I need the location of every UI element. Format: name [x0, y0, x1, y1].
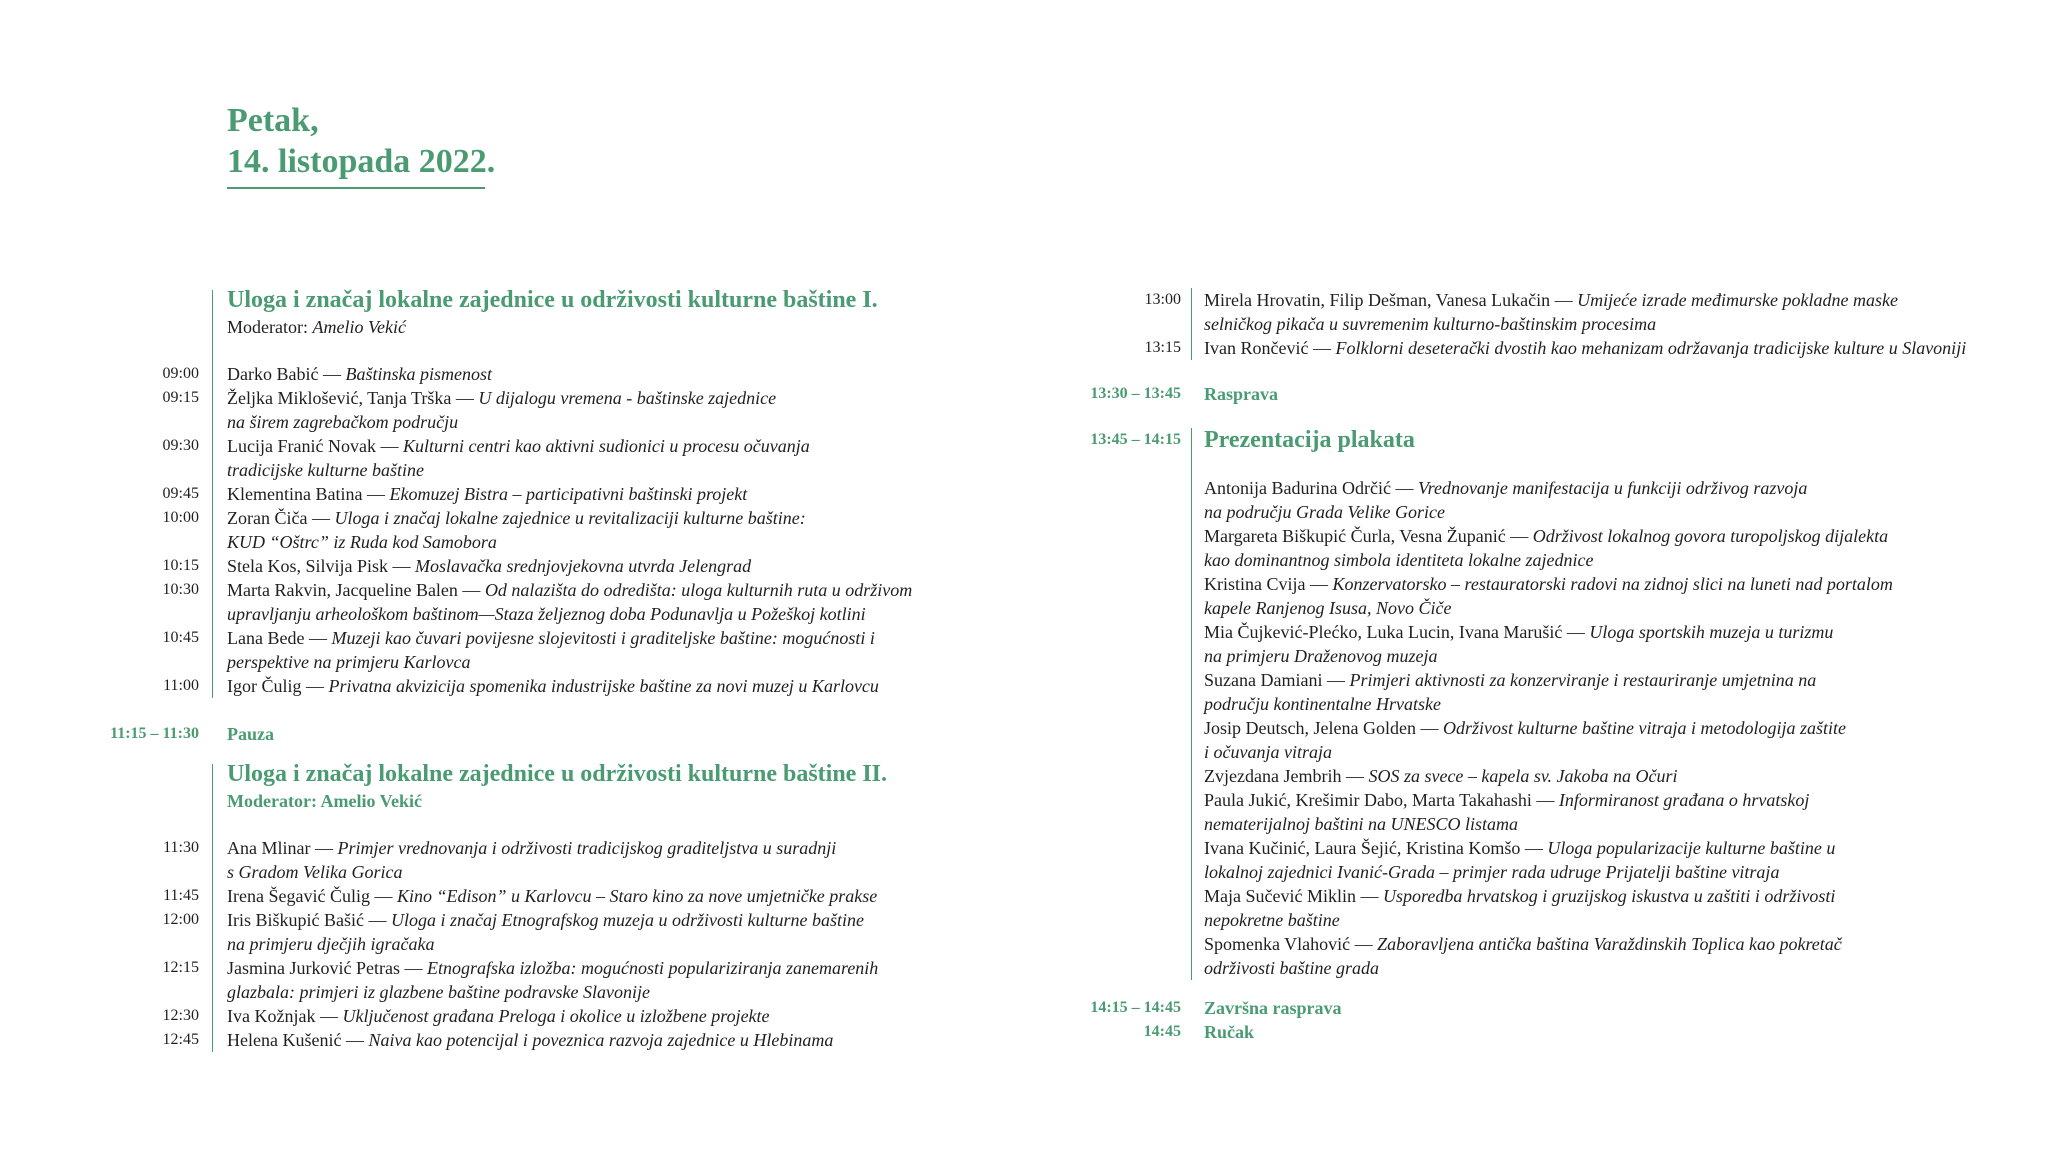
break-time: 11:15 – 11:30 — [110, 725, 199, 742]
item-authors: Stela Kos, Silvija Pisk — — [227, 556, 416, 576]
program-item — [1204, 336, 1966, 360]
item-title: SOS za svece – kapela sv. Jakoba na Očuri — [1368, 766, 1678, 786]
time-slot: 13:15 — [1144, 339, 1181, 356]
moderator-label: Moderator: — [227, 791, 321, 811]
item-title: Uloga sportskih muzeja u turizmu — [1589, 622, 1834, 642]
item-title: Naiva kao potencijal i poveznica razvoja zajednice u Hlebinama — [368, 1030, 834, 1050]
item-title: Uloga i značaj lokalne zajednice u revitalizaciji kulturne baštine: — [334, 508, 806, 528]
item-title: Uključenost građana Preloga i okolice u izložbene projekte — [342, 1006, 770, 1026]
program-item — [227, 482, 747, 506]
item-authors: Darko Babić — — [227, 364, 346, 384]
item-title: Primjeri aktivnosti za konzerviranje i restauriranje umjetnina na — [1349, 670, 1817, 690]
item-authors: Mirela Hrovatin, Filip Dešman, Vanesa Lukačin — — [1204, 290, 1578, 310]
program-item — [227, 626, 875, 650]
program-item — [1204, 620, 1833, 644]
session-rule — [212, 290, 213, 698]
time-slot: 09:30 — [162, 437, 199, 454]
item-authors: Helena Kušenić — — [227, 1030, 369, 1050]
program-item — [1204, 956, 1379, 980]
item-title: nematerijalnoj baštini na UNESCO listama — [1204, 814, 1519, 834]
item-title: Zaboravljena antička baština Varaždinskih Toplica kao pokretač — [1377, 934, 1842, 954]
item-title: Uloga popularizacije kulturne baštine u — [1547, 838, 1836, 858]
program-item — [227, 410, 458, 434]
time-slot: 11:45 — [163, 887, 199, 904]
program-item — [227, 956, 878, 980]
program-item — [1204, 836, 1835, 860]
title-underline — [227, 187, 485, 189]
time-slot: 10:15 — [162, 557, 199, 574]
time-slot: 10:30 — [162, 581, 199, 598]
program-item — [1204, 312, 1656, 336]
item-authors: Ana Mlinar — — [227, 838, 338, 858]
page-title — [227, 100, 495, 182]
program-item — [227, 386, 776, 410]
program-item — [1204, 884, 1835, 908]
item-title: KUD “Oštrc” iz Ruda kod Samobora — [227, 532, 497, 552]
program-item — [227, 980, 650, 1004]
program-item — [1204, 572, 1893, 596]
item-title: lokalnoj zajednici Ivanić-Grada – primjer rada udruge Prijatelji baštine vitraja — [1204, 862, 1780, 882]
time-slot: 12:30 — [162, 1007, 199, 1024]
item-authors: Mia Čujkević-Plećko, Luka Lucin, Ivana Marušić — — [1204, 622, 1590, 642]
item-title: Privatna akvizicija spomenika industrijske baštine za novi muzej u Karlovcu — [328, 676, 879, 696]
program-item — [227, 554, 751, 578]
item-authors: Paula Jukić, Krešimir Dabo, Marta Takahashi — — [1204, 790, 1559, 810]
item-authors: Marta Rakvin, Jacqueline Balen — — [227, 580, 485, 600]
item-title: Usporedba hrvatskog i gruzijskog iskustva u zaštiti i održivosti — [1382, 886, 1836, 906]
program-item — [227, 650, 470, 674]
item-title: Muzeji kao čuvari povijesne slojevitosti i graditeljske baštine: mogućnosti i — [331, 628, 875, 648]
program-item — [227, 908, 864, 932]
final-discussion-time: 14:15 – 14:45 — [1090, 999, 1181, 1016]
item-title: Kulturni centri kao aktivni sudionici u procesu očuvanja — [402, 436, 810, 456]
moderator — [227, 316, 406, 338]
item-authors: Lana Bede — — [227, 628, 332, 648]
item-authors: Iva Kožnjak — — [227, 1006, 343, 1026]
item-authors: Spomenka Vlahović — — [1204, 934, 1378, 954]
item-authors: Zvjezdana Jembrih — — [1204, 766, 1369, 786]
item-title: selničkog pikača u suvremenim kulturno-baštinskim procesima — [1204, 314, 1657, 334]
item-title: Vrednovanje manifestacija u funkciji održivog razvoja — [1417, 478, 1808, 498]
program-item — [227, 1004, 770, 1028]
program-item — [1204, 668, 1816, 692]
item-title: perspektive na primjeru Karlovca — [227, 652, 471, 672]
item-title: Moslavačka srednjovjekovna utvrda Jelengrad — [415, 556, 752, 576]
session-rule — [1191, 428, 1192, 980]
time-slot: 09:00 — [162, 365, 199, 382]
time-slot: 09:15 — [162, 389, 199, 406]
time-slot: 11:30 — [163, 839, 199, 856]
item-authors: Zoran Čiča — — [227, 508, 335, 528]
item-title: nepokretne baštine — [1204, 910, 1340, 930]
item-authors: Željka Miklošević, Tanja Trška — — [227, 388, 479, 408]
time-slot: 11:00 — [163, 677, 199, 694]
program-item — [227, 836, 836, 860]
item-title: s Gradom Velika Gorica — [227, 862, 403, 882]
item-title: upravljanju arheološkom baštinom—Staza željeznog doba Podunavlja u Požeškoj kotlini — [227, 604, 866, 624]
final-discussion-label: Završna rasprava — [1204, 998, 1342, 1018]
program-item — [227, 506, 806, 530]
time-slot: 09:45 — [162, 485, 199, 502]
item-authors: Irena Šegavić Čulig — — [227, 886, 397, 906]
item-title: području kontinentalne Hrvatske — [1204, 694, 1441, 714]
program-item — [1204, 860, 1779, 884]
item-authors: Kristina Cvija — — [1204, 574, 1333, 594]
program-item — [1204, 692, 1441, 716]
item-title: Kino “Edison” u Karlovcu – Staro kino za nove umjetničke prakse — [396, 886, 878, 906]
session-title: Uloga i značaj lokalne zajednice u održivosti kulturne baštine II. — [227, 761, 888, 787]
program-item — [227, 884, 877, 908]
program-item — [1204, 740, 1332, 764]
session-rule — [1191, 288, 1192, 360]
lunch-label: Ručak — [1204, 1022, 1255, 1042]
time-slot: 10:45 — [162, 629, 199, 646]
time-slot: 12:45 — [162, 1031, 199, 1048]
break-label: Pauza — [227, 724, 274, 744]
item-title: Uloga i značaj Etnografskog muzeja u održivosti kulturne baštine — [391, 910, 864, 930]
discussion-time: 13:30 – 13:45 — [1090, 385, 1181, 402]
program-item — [227, 602, 866, 626]
item-title: kapele Ranjenog Isusa, Novo Čiče — [1204, 598, 1452, 618]
item-title: U dijalogu vremena - baštinske zajednice — [478, 388, 777, 408]
program-item — [1204, 288, 1898, 312]
item-title: glazbala: primjeri iz glazbene baštine podravske Slavonije — [227, 982, 650, 1002]
program-item — [227, 434, 810, 458]
program-item — [1204, 812, 1518, 836]
discussion-label: Rasprava — [1204, 384, 1279, 404]
item-title: Primjer vrednovanja i održivosti tradicijskog graditeljstva u suradnji — [337, 838, 837, 858]
item-title: održivosti baštine grada — [1204, 958, 1380, 978]
item-authors: Jasmina Jurković Petras — — [227, 958, 427, 978]
item-authors: Klementina Batina — — [227, 484, 390, 504]
program-item — [1204, 476, 1807, 500]
item-title: i očuvanja vitraja — [1204, 742, 1332, 762]
time-slot: 12:00 — [162, 911, 199, 928]
time-slot: 12:15 — [162, 959, 199, 976]
item-title: na širem zagrebačkom području — [227, 412, 459, 432]
item-authors: Ivan Rončević — — [1204, 338, 1336, 358]
item-authors: Margareta Biškupić Čurla, Vesna Županić — — [1204, 526, 1533, 546]
program-item — [1204, 524, 1888, 548]
program-item — [227, 578, 912, 602]
item-authors: Iris Biškupić Bašić — — [227, 910, 391, 930]
moderator-name: Amelio Vekić — [312, 317, 406, 337]
item-title: Baštinska pismenost — [345, 364, 492, 384]
item-authors: Lucija Franić Novak — — [227, 436, 403, 456]
item-title: na primjeru Draženovog muzeja — [1204, 646, 1438, 666]
item-authors: Maja Sučević Miklin — — [1204, 886, 1383, 906]
program-item — [227, 860, 402, 884]
program-item — [1204, 932, 1842, 956]
item-title: Od nalazišta do odredišta: uloga kulturnih ruta u održivom — [484, 580, 913, 600]
item-title: na području Grada Velike Gorice — [1204, 502, 1445, 522]
item-title: tradicijske kulturne baštine — [227, 460, 424, 480]
program-item — [1204, 908, 1340, 932]
day-label: Petak, — [227, 102, 319, 139]
program-item — [1204, 500, 1445, 524]
item-title: Folklorni deseterački dvostih kao mehanizam održavanja tradicijske kulture u Slavoniji — [1335, 338, 1967, 358]
program-item — [227, 674, 879, 698]
item-title: Održivost kulturne baštine vitraja i metodologija zaštite — [1442, 718, 1846, 738]
program-item — [227, 530, 497, 554]
program-item — [227, 458, 424, 482]
session-rule — [212, 764, 213, 1052]
item-title: Ekomuzej Bistra – participativni baštinski projekt — [389, 484, 748, 504]
posters-title: Prezentacija plakata — [1204, 427, 1415, 453]
item-title: Etnografska izložba: mogućnosti populariziranja zanemarenih — [426, 958, 879, 978]
item-title: Informiranost građana o hrvatskoj — [1558, 790, 1810, 810]
item-authors: Josip Deutsch, Jelena Golden — — [1204, 718, 1443, 738]
item-authors: Igor Čulig — — [227, 676, 329, 696]
program-item — [1204, 596, 1451, 620]
item-title: kao dominantnog simbola identiteta lokalne zajednice — [1204, 550, 1594, 570]
time-slot: 13:00 — [1144, 291, 1181, 308]
item-authors: Antonija Badurina Odrčić — — [1204, 478, 1418, 498]
program-item — [1204, 644, 1437, 668]
posters-time: 13:45 – 14:15 — [1090, 431, 1181, 448]
program-item — [227, 1028, 833, 1052]
item-authors: Ivana Kučinić, Laura Šejić, Kristina Komšo — — [1204, 838, 1548, 858]
program-item — [227, 362, 492, 386]
moderator-name: Amelio Vekić — [320, 791, 422, 811]
time-slot: 10:00 — [162, 509, 199, 526]
item-authors: Suzana Damiani — — [1204, 670, 1350, 690]
program-item — [227, 932, 434, 956]
moderator-label: Moderator: — [227, 317, 313, 337]
date-label: 14. listopada 2022. — [227, 143, 496, 180]
item-title: Konzervatorsko – restauratorski radovi na zidnoj slici na luneti nad portalom — [1332, 574, 1893, 594]
program-item — [1204, 788, 1809, 812]
program-item — [1204, 716, 1846, 740]
program-item — [1204, 764, 1678, 788]
item-title: Održivost lokalnog govora turopoljskog dijalekta — [1532, 526, 1889, 546]
lunch-time: 14:45 — [1143, 1023, 1181, 1040]
item-title: Umijeće izrade međimurske pokladne maske — [1577, 290, 1898, 310]
program-item — [1204, 548, 1593, 572]
session-title: Uloga i značaj lokalne zajednice u održivosti kulturne baštine I. — [227, 287, 878, 313]
item-title: na primjeru dječjih igračaka — [227, 934, 435, 954]
moderator — [227, 790, 422, 812]
